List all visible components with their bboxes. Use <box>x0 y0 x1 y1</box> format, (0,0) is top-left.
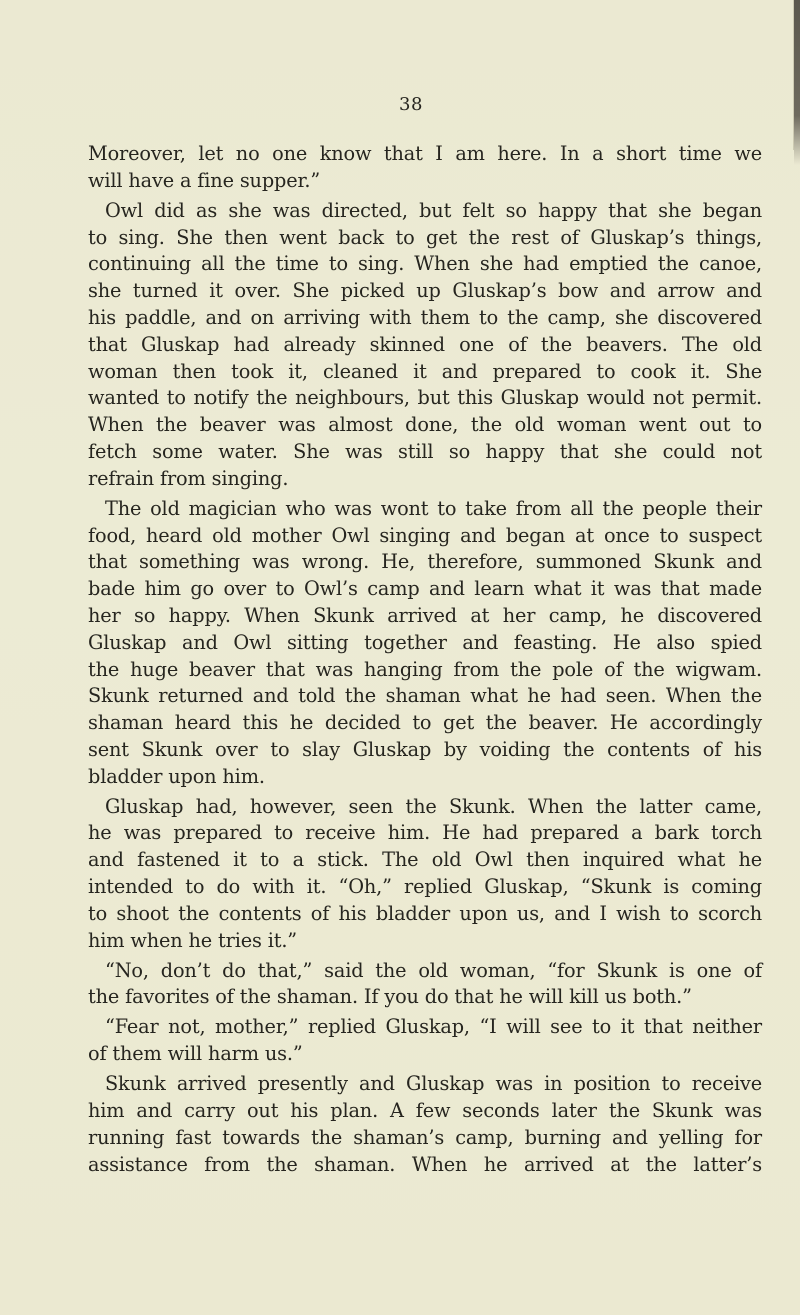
text-line: fetch some water. She was still so happy that she could not <box>88 439 762 463</box>
text-line: that Gluskap had already skinned one of the beavers. The old <box>88 332 762 356</box>
text-line: Owl did as she was directed, but felt so happy that she began <box>105 198 762 222</box>
text-line: him when he tries it.” <box>88 928 298 952</box>
text-line: to sing. She then went back to get the rest of Gluskap’s things, <box>88 225 762 249</box>
text-line: food, heard old mother Owl singing and began at once to suspect <box>88 523 762 547</box>
text-line: Gluskap had, however, seen the Skunk. When the latter came, <box>105 794 762 818</box>
text-line: Moreover, let no one know that I am here. In a short time we <box>88 142 762 165</box>
text-line: running fast towards the shaman’s camp, burning and yelling for <box>88 1125 762 1149</box>
text-line: bade him go over to Owl’s camp and learn what it was that made <box>88 577 762 601</box>
text-line: Skunk arrived presently and Gluskap was in position to receive <box>105 1072 762 1096</box>
text-line: her so happy. When Skunk arrived at her camp, he discovered <box>88 603 762 627</box>
text-line: assistance from the shaman. When he arrived at the latter’s <box>88 1152 762 1176</box>
page-number: 38 <box>399 94 423 115</box>
text-line: “No, don’t do that,” said the old woman, “for Skunk is one of <box>105 958 762 982</box>
text-line: Skunk returned and told the shaman what he had seen. When the <box>88 684 762 708</box>
paragraph-5 <box>88 958 762 1012</box>
text-line: she turned it over. She picked up Gluskap’s bow and arrow and <box>88 279 762 303</box>
text-line: intended to do with it. “Oh,” replied Gluskap, “Skunk is coming <box>88 875 762 899</box>
paragraph-1 <box>88 141 762 195</box>
text-line: and fastened it to a stick. The old Owl then inquired what he <box>88 848 762 872</box>
text-line: shaman heard this he decided to get the beaver. He accordingly <box>88 711 762 735</box>
page-edge-shadow <box>794 0 800 165</box>
text-line: Gluskap and Owl sitting together and feasting. He also spied <box>88 630 762 654</box>
paragraph-2 <box>88 198 762 493</box>
text-line: of them will harm us.” <box>88 1042 303 1066</box>
text-line: wanted to notify the neighbours, but this Gluskap would not permit. <box>88 386 762 410</box>
text-line: sent Skunk over to slay Gluskap by voiding the contents of his <box>88 737 762 761</box>
paragraph-6 <box>88 1014 762 1068</box>
text-line: that something was wrong. He, therefore, summoned Skunk and <box>88 550 762 574</box>
text-line: bladder upon him. <box>88 764 265 788</box>
text-line: woman then took it, cleaned it and prepared to cook it. She <box>88 359 762 383</box>
text-line: continuing all the time to sing. When she had emptied the canoe, <box>88 252 762 276</box>
text-line: will have a fine supper.” <box>88 168 321 192</box>
text-line: him and carry out his plan. A few seconds later the Skunk was <box>88 1099 762 1123</box>
text-line: refrain from singing. <box>88 466 289 490</box>
text-line: he was prepared to receive him. He had prepared a bark torch <box>88 821 762 845</box>
text-line: his paddle, and on arriving with them to the camp, she discovered <box>88 305 762 329</box>
paragraph-3 <box>88 496 762 791</box>
paragraph-7 <box>88 1071 762 1178</box>
text-line: the favorites of the shaman. If you do that he will kill us both.” <box>88 985 692 1009</box>
body-text <box>88 141 762 1182</box>
text-line: When the beaver was almost done, the old woman went out to <box>88 413 762 437</box>
text-line: “Fear not, mother,” replied Gluskap, “I will see to it that neither <box>105 1015 762 1039</box>
paragraph-4 <box>88 794 762 955</box>
text-line: The old magician who was wont to take from all the people their <box>105 496 762 520</box>
text-line: the huge beaver that was hanging from the pole of the wigwam. <box>88 657 762 681</box>
text-line: to shoot the contents of his bladder upon us, and I wish to scorch <box>88 901 762 925</box>
